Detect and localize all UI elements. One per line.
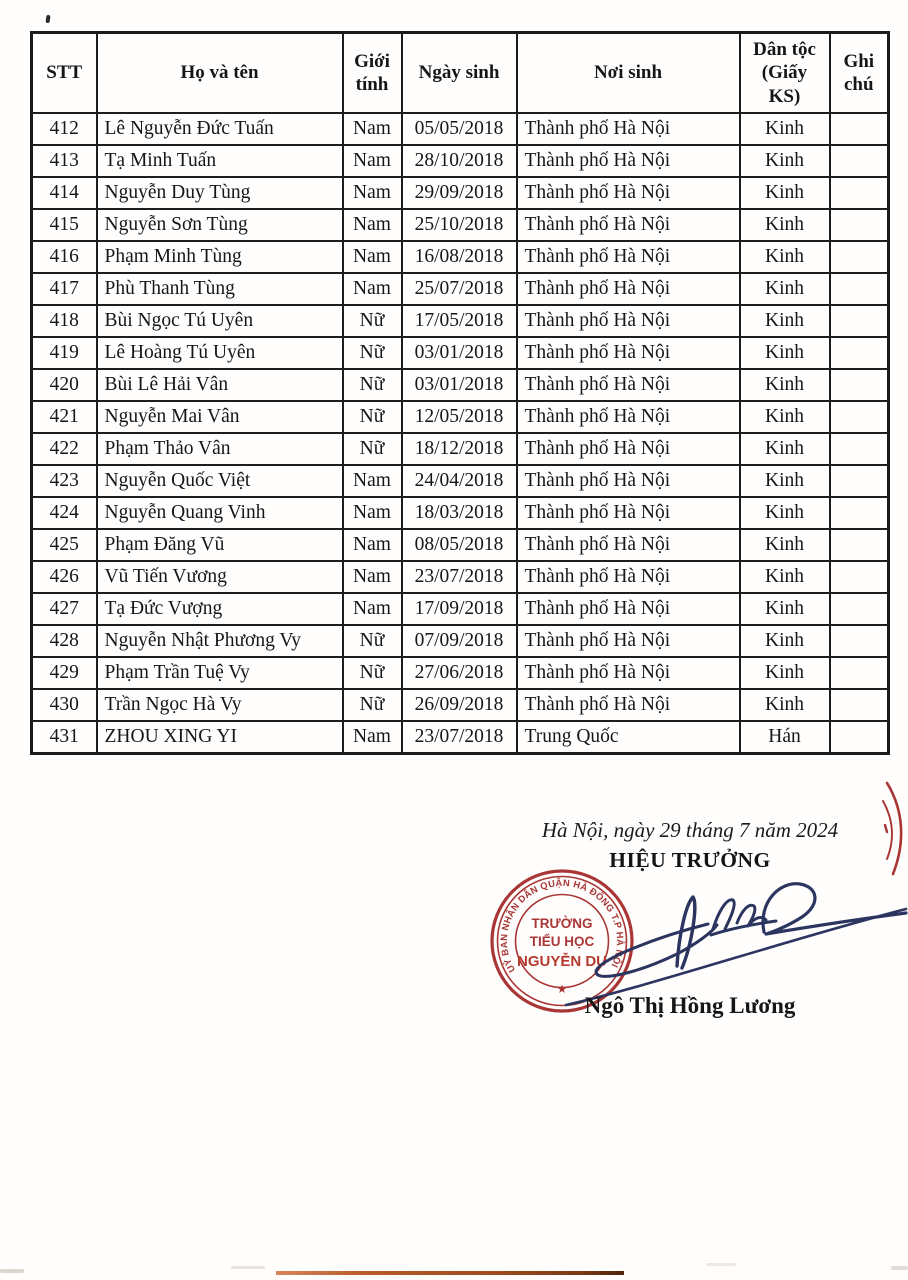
- cell-gender: Nam: [343, 113, 402, 145]
- scan-smudge: [891, 1266, 908, 1270]
- header-name: Họ và tên: [97, 33, 343, 114]
- cell-dob: 25/10/2018: [402, 209, 517, 241]
- cell-dob: 03/01/2018: [402, 369, 517, 401]
- cell-name: Lê Hoàng Tú Uyên: [97, 337, 343, 369]
- cell-ethnicity: Kinh: [740, 241, 830, 273]
- cell-stt: 416: [32, 241, 97, 273]
- cell-ethnicity: Kinh: [740, 593, 830, 625]
- handwritten-signature: [540, 862, 908, 1012]
- table-header-row: [32, 33, 889, 114]
- principal-title: HIỆU TRƯỞNG: [609, 848, 771, 872]
- cell-stt: 413: [32, 145, 97, 177]
- cell-pob: Thành phố Hà Nội: [517, 625, 740, 657]
- cell-pob: Thành phố Hà Nội: [517, 369, 740, 401]
- signer-name: Ngô Thị Hồng Lương: [584, 993, 796, 1018]
- cell-pob: Thành phố Hà Nội: [517, 657, 740, 689]
- cell-stt: 427: [32, 593, 97, 625]
- cell-pob: Thành phố Hà Nội: [517, 689, 740, 721]
- cell-stt: 417: [32, 273, 97, 305]
- table-row: [32, 561, 889, 593]
- cell-note: [830, 273, 889, 305]
- cell-gender: Nữ: [343, 305, 402, 337]
- cell-dob: 28/10/2018: [402, 145, 517, 177]
- cell-gender: Nam: [343, 209, 402, 241]
- cell-dob: 03/01/2018: [402, 337, 517, 369]
- cell-name: Phạm Minh Tùng: [97, 241, 343, 273]
- cell-ethnicity: Kinh: [740, 113, 830, 145]
- cell-ethnicity: Kinh: [740, 497, 830, 529]
- cell-pob: Thành phố Hà Nội: [517, 465, 740, 497]
- table-row: [32, 209, 889, 241]
- cell-ethnicity: Kinh: [740, 689, 830, 721]
- cell-dob: 26/09/2018: [402, 689, 517, 721]
- table-row: [32, 177, 889, 209]
- cell-name: Bùi Lê Hải Vân: [97, 369, 343, 401]
- scan-edge-bar: [276, 1271, 624, 1275]
- cell-ethnicity: Kinh: [740, 529, 830, 561]
- cell-note: [830, 177, 889, 209]
- cell-pob: Thành phố Hà Nội: [517, 145, 740, 177]
- cell-note: [830, 369, 889, 401]
- cell-dob: 24/04/2018: [402, 465, 517, 497]
- cell-pob: Thành phố Hà Nội: [517, 497, 740, 529]
- table-row: [32, 689, 889, 721]
- cell-ethnicity: Kinh: [740, 465, 830, 497]
- cell-stt: 429: [32, 657, 97, 689]
- header-ethnicity: Dân tộc (Giấy KS): [740, 33, 830, 114]
- table-row: [32, 497, 889, 529]
- cell-dob: 16/08/2018: [402, 241, 517, 273]
- cell-note: [830, 145, 889, 177]
- cell-note: [830, 305, 889, 337]
- cell-stt: 421: [32, 401, 97, 433]
- table-row: [32, 433, 889, 465]
- cell-pob: Thành phố Hà Nội: [517, 433, 740, 465]
- cell-gender: Nữ: [343, 401, 402, 433]
- cell-pob: Thành phố Hà Nội: [517, 305, 740, 337]
- table-row: [32, 625, 889, 657]
- scan-smudge: [231, 1266, 265, 1269]
- cell-dob: 29/09/2018: [402, 177, 517, 209]
- cell-gender: Nữ: [343, 369, 402, 401]
- table-row: [32, 465, 889, 497]
- student-table-body: [32, 113, 889, 754]
- table-row: [32, 529, 889, 561]
- cell-stt: 418: [32, 305, 97, 337]
- cell-stt: 430: [32, 689, 97, 721]
- cell-gender: Nam: [343, 593, 402, 625]
- cell-name: Phù Thanh Tùng: [97, 273, 343, 305]
- cell-name: Nguyễn Sơn Tùng: [97, 209, 343, 241]
- cell-note: [830, 689, 889, 721]
- cell-dob: 07/09/2018: [402, 625, 517, 657]
- stamp-center-line1: TRƯỜNG: [531, 916, 593, 931]
- cell-note: [830, 401, 889, 433]
- cell-note: [830, 529, 889, 561]
- cell-gender: Nữ: [343, 433, 402, 465]
- stamp-center-line2: TIỂU HỌC: [529, 934, 595, 949]
- cell-pob: Thành phố Hà Nội: [517, 529, 740, 561]
- cell-stt: 412: [32, 113, 97, 145]
- table-row: [32, 401, 889, 433]
- cell-stt: 414: [32, 177, 97, 209]
- cell-ethnicity: Kinh: [740, 209, 830, 241]
- cell-stt: 425: [32, 529, 97, 561]
- cell-gender: Nam: [343, 497, 402, 529]
- cell-gender: Nam: [343, 561, 402, 593]
- cell-name: Nguyễn Nhật Phương Vy: [97, 625, 343, 657]
- cell-gender: Nữ: [343, 337, 402, 369]
- cell-ethnicity: Hán: [740, 721, 830, 754]
- header-stt: STT: [32, 33, 97, 114]
- cell-gender: Nam: [343, 465, 402, 497]
- cell-ethnicity: Kinh: [740, 401, 830, 433]
- header-dob: Ngày sinh: [402, 33, 517, 114]
- cell-gender: Nam: [343, 177, 402, 209]
- cell-name: Lê Nguyễn Đức Tuấn: [97, 113, 343, 145]
- cell-dob: 18/03/2018: [402, 497, 517, 529]
- cell-note: [830, 497, 889, 529]
- cell-name: Phạm Thảo Vân: [97, 433, 343, 465]
- cell-stt: 428: [32, 625, 97, 657]
- table-row: [32, 593, 889, 625]
- cell-ethnicity: Kinh: [740, 433, 830, 465]
- cell-dob: 17/09/2018: [402, 593, 517, 625]
- scan-speck: [45, 15, 50, 23]
- cell-gender: Nam: [343, 241, 402, 273]
- cell-name: Tạ Minh Tuấn: [97, 145, 343, 177]
- table-row: [32, 337, 889, 369]
- cell-pob: Trung Quốc: [517, 721, 740, 754]
- cell-gender: Nữ: [343, 625, 402, 657]
- table-row: [32, 273, 889, 305]
- cell-name: Bùi Ngọc Tú Uyên: [97, 305, 343, 337]
- cell-stt: 426: [32, 561, 97, 593]
- cell-pob: Thành phố Hà Nội: [517, 241, 740, 273]
- cell-stt: 431: [32, 721, 97, 754]
- table-row: [32, 657, 889, 689]
- cell-pob: Thành phố Hà Nội: [517, 273, 740, 305]
- cell-dob: 18/12/2018: [402, 433, 517, 465]
- date-place-line: Hà Nội, ngày 29 tháng 7 năm 2024: [541, 818, 839, 842]
- signature-loop-stroke: [677, 897, 695, 968]
- cell-dob: 08/05/2018: [402, 529, 517, 561]
- cell-name: Phạm Đăng Vũ: [97, 529, 343, 561]
- cell-name: Nguyễn Quang Vinh: [97, 497, 343, 529]
- cell-note: [830, 593, 889, 625]
- cell-ethnicity: Kinh: [740, 625, 830, 657]
- cell-name: Nguyễn Duy Tùng: [97, 177, 343, 209]
- table-row: [32, 113, 889, 145]
- cell-dob: 23/07/2018: [402, 721, 517, 754]
- signature-flourish-stroke: [763, 884, 906, 934]
- cell-pob: Thành phố Hà Nội: [517, 113, 740, 145]
- cell-note: [830, 561, 889, 593]
- cell-dob: 17/05/2018: [402, 305, 517, 337]
- cell-ethnicity: Kinh: [740, 273, 830, 305]
- cell-note: [830, 241, 889, 273]
- cell-note: [830, 113, 889, 145]
- cell-ethnicity: Kinh: [740, 561, 830, 593]
- cell-pob: Thành phố Hà Nội: [517, 337, 740, 369]
- cell-stt: 420: [32, 369, 97, 401]
- scan-smudge: [0, 1269, 24, 1273]
- student-roster-table: [30, 31, 890, 755]
- cell-name: Nguyễn Quốc Việt: [97, 465, 343, 497]
- cell-ethnicity: Kinh: [740, 177, 830, 209]
- cell-name: Phạm Trần Tuệ Vy: [97, 657, 343, 689]
- cell-pob: Thành phố Hà Nội: [517, 593, 740, 625]
- header-pob: Nơi sinh: [517, 33, 740, 114]
- cell-pob: Thành phố Hà Nội: [517, 209, 740, 241]
- cell-gender: Nữ: [343, 657, 402, 689]
- stamp-star-icon: ★: [556, 982, 568, 996]
- table-row: [32, 241, 889, 273]
- table-row: [32, 369, 889, 401]
- cell-dob: 27/06/2018: [402, 657, 517, 689]
- cell-pob: Thành phố Hà Nội: [517, 177, 740, 209]
- cell-name: Tạ Đức Vượng: [97, 593, 343, 625]
- cell-gender: Nam: [343, 529, 402, 561]
- cell-gender: Nam: [343, 145, 402, 177]
- cell-ethnicity: Kinh: [740, 145, 830, 177]
- cell-gender: Nam: [343, 273, 402, 305]
- cell-stt: 422: [32, 433, 97, 465]
- cell-note: [830, 465, 889, 497]
- cell-stt: 424: [32, 497, 97, 529]
- cell-ethnicity: Kinh: [740, 337, 830, 369]
- cell-note: [830, 625, 889, 657]
- cell-name: Nguyễn Mai Vân: [97, 401, 343, 433]
- cell-note: [830, 657, 889, 689]
- table-row: [32, 305, 889, 337]
- cell-dob: 05/05/2018: [402, 113, 517, 145]
- cell-gender: Nữ: [343, 689, 402, 721]
- cell-stt: 415: [32, 209, 97, 241]
- cell-pob: Thành phố Hà Nội: [517, 401, 740, 433]
- stamp-center-line3: NGUYỄN DU: [516, 953, 608, 970]
- cell-dob: 12/05/2018: [402, 401, 517, 433]
- cell-stt: 423: [32, 465, 97, 497]
- cell-note: [830, 433, 889, 465]
- cell-stt: 419: [32, 337, 97, 369]
- scan-smudge: [706, 1263, 736, 1266]
- cell-ethnicity: Kinh: [740, 657, 830, 689]
- cell-dob: 25/07/2018: [402, 273, 517, 305]
- cell-pob: Thành phố Hà Nội: [517, 561, 740, 593]
- cell-gender: Nam: [343, 721, 402, 754]
- cell-note: [830, 337, 889, 369]
- header-note: Ghi chú: [830, 33, 889, 114]
- stamp-ring-text: UỶ BAN NHÂN DÂN QUẬN HÀ ĐÔNG T.P HÀ NỘI: [497, 876, 627, 975]
- cell-note: [830, 209, 889, 241]
- cell-name: Trần Ngọc Hà Vy: [97, 689, 343, 721]
- cell-name: ZHOU XING YI: [97, 721, 343, 754]
- cell-name: Vũ Tiến Vương: [97, 561, 343, 593]
- cell-dob: 23/07/2018: [402, 561, 517, 593]
- cell-ethnicity: Kinh: [740, 305, 830, 337]
- header-gender: Giới tính: [343, 33, 402, 114]
- cell-note: [830, 721, 889, 754]
- cell-ethnicity: Kinh: [740, 369, 830, 401]
- table-row: [32, 721, 889, 754]
- table-row: [32, 145, 889, 177]
